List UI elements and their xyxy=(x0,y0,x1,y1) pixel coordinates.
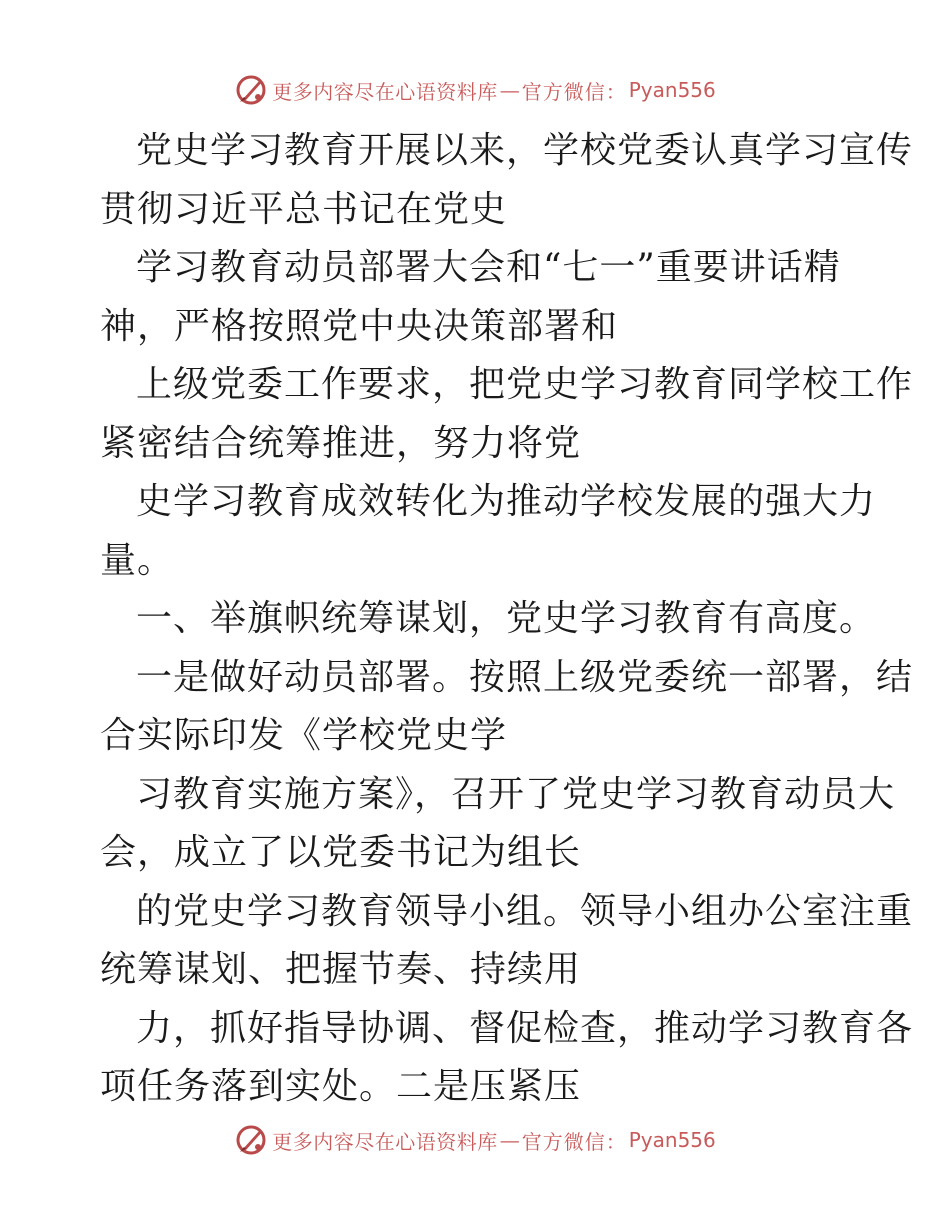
watermark-wechat-label: 官方微信： xyxy=(521,1129,627,1154)
body-line: 会，成立了以党委书记为组长 xyxy=(100,832,582,873)
footer-watermark xyxy=(0,1120,950,1160)
body-line: 习教育实施方案》，召开了党史学习教育动员大 xyxy=(136,773,896,815)
document-body xyxy=(100,122,914,1117)
body-line: 党史学习教育开展以来，学校党委认真学习宣传 xyxy=(136,130,914,171)
body-line: 的党史学习教育领导小组。领导小组办公室注重 xyxy=(136,890,914,932)
body-line: 学习教育动员部署大会和“七一”重要讲话精 xyxy=(136,247,841,288)
watermark-separator: — xyxy=(499,1128,520,1152)
quill-circle-logo-icon xyxy=(234,1123,268,1157)
watermark-brand-text: 更多内容尽在心语资料库 xyxy=(272,1129,498,1154)
body-line: 上级党委工作要求，把党史学习教育同学校工作 xyxy=(136,364,914,405)
quill-circle-logo-icon xyxy=(234,73,268,107)
body-line: 力，抓好指导协调、督促检查，推动学习教育各 xyxy=(136,1007,914,1049)
body-line: 一是做好动员部署。按照上级党委统一部署，结 xyxy=(136,656,914,698)
watermark-wechat-id: Pyan556 xyxy=(628,78,716,102)
watermark-separator: — xyxy=(499,78,520,102)
body-line: 史学习教育成效转化为推动学校发展的强大力 xyxy=(136,481,877,522)
watermark-wechat-label: 官方微信： xyxy=(521,79,627,104)
watermark-brand-text: 更多内容尽在心语资料库 xyxy=(272,79,498,104)
section-heading: 一、举旗帜统筹谋划，党史学习教育有高度。 xyxy=(136,598,877,639)
watermark-wechat-id: Pyan556 xyxy=(628,1128,716,1152)
body-line: 神，严格按照党中央决策部署和 xyxy=(100,305,619,347)
header-watermark xyxy=(0,70,950,110)
body-line: 项任务落到实处。二是压紧压 xyxy=(100,1066,582,1107)
body-line: 贯彻习近平总书记在党史 xyxy=(100,188,508,230)
body-line: 合实际印发《学校党史学 xyxy=(100,715,508,756)
body-line: 紧密结合统筹推进，努力将党 xyxy=(100,422,582,464)
body-line: 统筹谋划、把握节奏、持续用 xyxy=(100,949,582,990)
body-line: 量。 xyxy=(100,539,175,581)
